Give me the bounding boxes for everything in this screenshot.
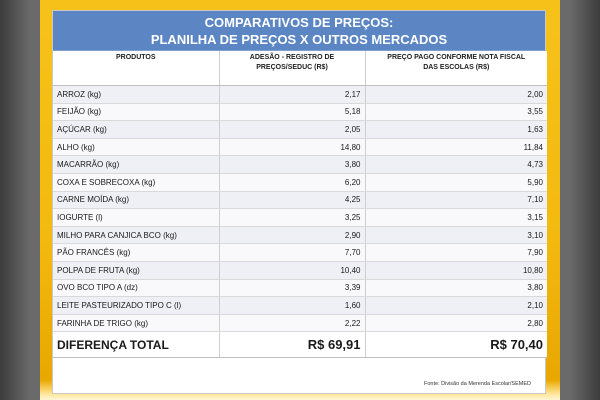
header-adesao — [219, 51, 365, 86]
table-title — [53, 11, 545, 51]
cell-produto: MACARRÃO (kg) — [53, 156, 219, 174]
cell-produto: ARROZ (kg) — [53, 86, 219, 104]
table-row — [53, 121, 547, 139]
cell-preco-pago: 2,10 — [365, 297, 547, 315]
cell-produto: ALHO (kg) — [53, 138, 219, 156]
table-row — [53, 209, 547, 227]
table-row — [53, 297, 547, 315]
cell-produto: LEITE PASTEURIZADO TIPO C (l) — [53, 297, 219, 315]
header-preco-pago-line-1: PREÇO PAGO CONFORME NOTA FISCAL — [387, 54, 526, 61]
cell-produto: IOGURTE (l) — [53, 209, 219, 227]
cell-adesao: 3,80 — [219, 156, 365, 174]
cell-produto: MILHO PARA CANJICA BCO (kg) — [53, 226, 219, 244]
cell-preco-pago: 3,80 — [365, 279, 547, 297]
cell-adesao: 2,90 — [219, 226, 365, 244]
total-label: DIFERENÇA TOTAL — [53, 332, 219, 358]
price-table — [53, 51, 547, 358]
cell-produto: CARNE MOÍDA (kg) — [53, 191, 219, 209]
header-preco-pago — [365, 51, 547, 86]
table-header-row — [53, 51, 547, 86]
table-row — [53, 279, 547, 297]
cell-produto: COXA E SOBRECOXA (kg) — [53, 173, 219, 191]
cell-adesao: 5,18 — [219, 103, 365, 121]
cell-adesao: 2,17 — [219, 86, 365, 104]
cell-preco-pago: 3,10 — [365, 226, 547, 244]
cell-preco-pago: 5,90 — [365, 173, 547, 191]
price-comparison-sheet — [52, 10, 546, 394]
header-adesao-line-1: ADESÃO - REGISTRO DE — [249, 54, 335, 61]
table-row — [53, 226, 547, 244]
cell-preco-pago: 2,00 — [365, 86, 547, 104]
cell-produto: FARINHA DE TRIGO (kg) — [53, 314, 219, 332]
header-preco-pago-line-2: DAS ESCOLAS (R$) — [423, 64, 490, 71]
cell-preco-pago: 3,55 — [365, 103, 547, 121]
cell-adesao: 1,60 — [219, 297, 365, 315]
total-row — [53, 332, 547, 358]
header-produtos — [53, 51, 219, 86]
table-body — [53, 86, 547, 358]
table-row — [53, 156, 547, 174]
cell-preco-pago: 11,84 — [365, 138, 547, 156]
cell-produto: POLPA DE FRUTA (kg) — [53, 261, 219, 279]
cell-adesao: 2,22 — [219, 314, 365, 332]
cell-adesao: 4,25 — [219, 191, 365, 209]
cell-adesao: 3,39 — [219, 279, 365, 297]
cell-adesao: 14,80 — [219, 138, 365, 156]
cell-produto: FEIJÃO (kg) — [53, 103, 219, 121]
total-adesao: R$ 69,91 — [219, 332, 365, 358]
source-note: Fonte: Divisão da Merenda Escolar/SEMED — [424, 381, 531, 387]
cell-produto: PÃO FRANCÊS (kg) — [53, 244, 219, 262]
total-preco-pago: R$ 70,40 — [365, 332, 547, 358]
cell-adesao: 7,70 — [219, 244, 365, 262]
cell-preco-pago: 7,90 — [365, 244, 547, 262]
cell-adesao: 2,05 — [219, 121, 365, 139]
cell-preco-pago: 4,73 — [365, 156, 547, 174]
cell-adesao: 3,25 — [219, 209, 365, 227]
cell-produto: OVO BCO TIPO A (dz) — [53, 279, 219, 297]
table-row — [53, 103, 547, 121]
table-title-line-1: COMPARATIVOS DE PREÇOS: — [204, 15, 394, 30]
table-row — [53, 138, 547, 156]
header-adesao-line-2: PREÇOS/SEDUC (R$) — [256, 64, 328, 71]
header-produtos-label: PRODUTOS — [115, 54, 156, 61]
cell-adesao: 10,40 — [219, 261, 365, 279]
table-row — [53, 86, 547, 104]
cell-preco-pago: 2,80 — [365, 314, 547, 332]
cell-adesao: 6,20 — [219, 173, 365, 191]
cell-preco-pago: 7,10 — [365, 191, 547, 209]
table-row — [53, 191, 547, 209]
cell-produto: AÇÚCAR (kg) — [53, 121, 219, 139]
table-row — [53, 261, 547, 279]
table-title-line-2: PLANILHA DE PREÇOS X OUTROS MERCADOS — [150, 32, 448, 47]
table-row — [53, 314, 547, 332]
table-row — [53, 173, 547, 191]
cell-preco-pago: 1,63 — [365, 121, 547, 139]
cell-preco-pago: 10,80 — [365, 261, 547, 279]
cell-preco-pago: 3,15 — [365, 209, 547, 227]
table-row — [53, 244, 547, 262]
